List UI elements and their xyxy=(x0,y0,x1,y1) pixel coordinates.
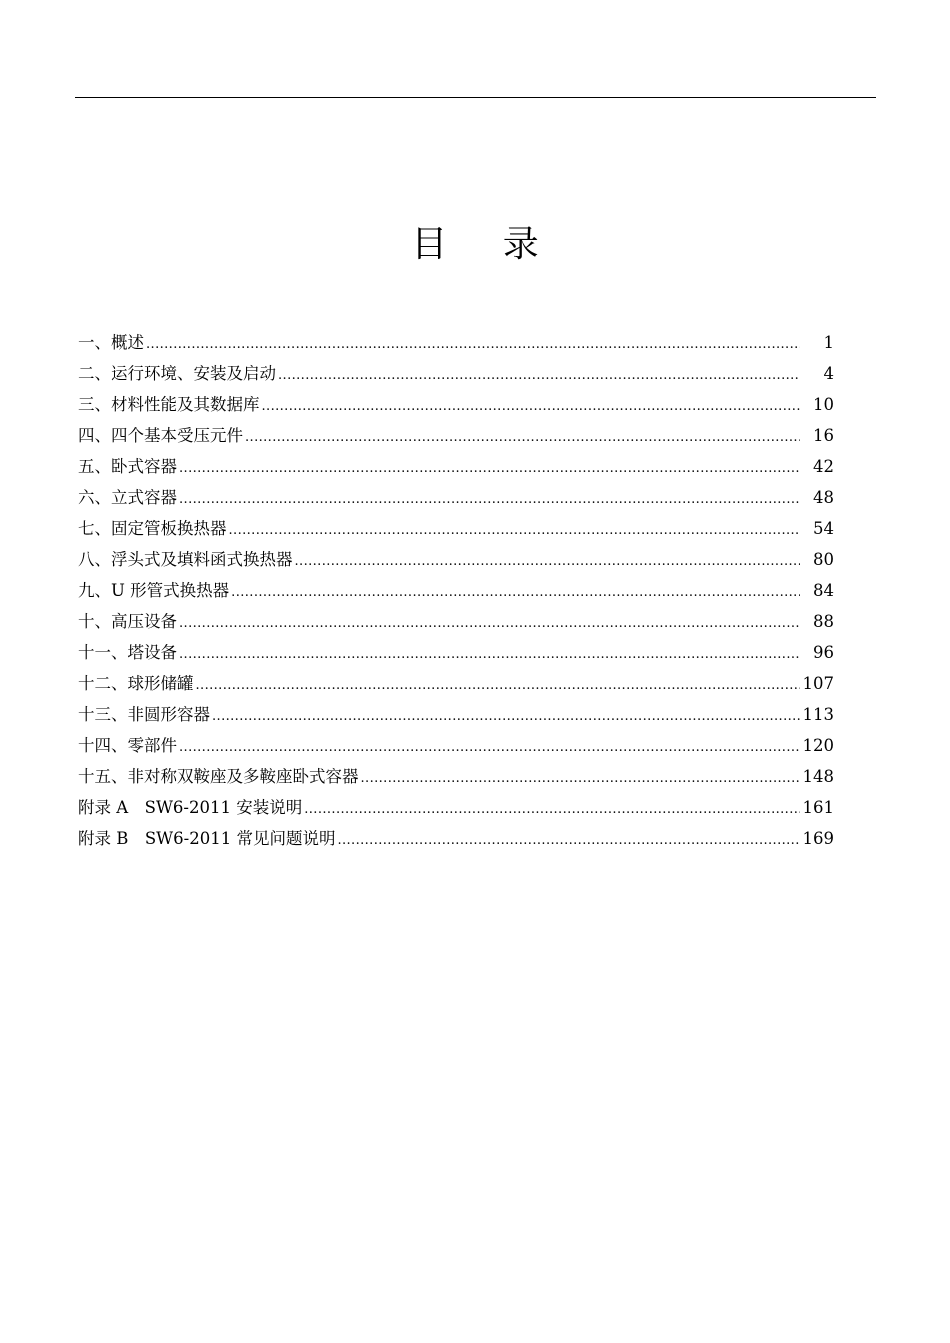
toc-entry-label: 十二、球形储罐 xyxy=(78,674,194,693)
toc-entry-label: 十一、塔设备 xyxy=(78,643,177,662)
toc-entry[interactable] xyxy=(78,392,834,423)
toc-entry-page: 148 xyxy=(802,767,834,786)
toc-entry[interactable] xyxy=(78,640,834,671)
toc-entry[interactable] xyxy=(78,578,834,609)
toc-dot-leader xyxy=(262,394,801,420)
toc-dot-leader xyxy=(245,425,800,451)
table-of-contents xyxy=(78,330,834,857)
toc-entry[interactable] xyxy=(78,454,834,485)
toc-entry[interactable] xyxy=(78,764,834,795)
toc-entry[interactable] xyxy=(78,485,834,516)
toc-entry-page: 4 xyxy=(823,364,834,383)
toc-entry-label: 二、运行环境、安装及启动 xyxy=(78,364,276,383)
toc-entry[interactable] xyxy=(78,516,834,547)
toc-entry-label: 十、高压设备 xyxy=(78,612,177,631)
toc-entry-page: 16 xyxy=(813,426,834,445)
toc-dot-leader xyxy=(179,735,800,761)
toc-entry-label: 八、浮头式及填料函式换热器 xyxy=(78,550,293,569)
toc-dot-leader xyxy=(337,828,800,854)
toc-entry-label: 三、材料性能及其数据库 xyxy=(78,395,260,414)
toc-dot-leader xyxy=(295,549,801,575)
toc-entry-label: 十四、零部件 xyxy=(78,736,177,755)
toc-dot-leader xyxy=(229,518,801,544)
toc-dot-leader xyxy=(179,642,800,668)
toc-entry-label: 十三、非圆形容器 xyxy=(78,705,210,724)
toc-entry[interactable] xyxy=(78,826,834,857)
toc-entry-page: 107 xyxy=(802,674,834,693)
toc-dot-leader xyxy=(196,673,801,699)
toc-entry[interactable] xyxy=(78,671,834,702)
toc-entry-page: 48 xyxy=(813,488,834,507)
toc-entry-page: 10 xyxy=(813,395,834,414)
toc-entry-page: 80 xyxy=(813,550,834,569)
toc-entry[interactable] xyxy=(78,733,834,764)
toc-entry[interactable] xyxy=(78,361,834,392)
toc-entry-page: 96 xyxy=(813,643,834,662)
toc-entry-label: 七、固定管板换热器 xyxy=(78,519,227,538)
toc-entry-page: 120 xyxy=(802,736,834,755)
toc-entry[interactable] xyxy=(78,609,834,640)
toc-entry[interactable] xyxy=(78,547,834,578)
toc-entry-page: 84 xyxy=(813,581,834,600)
toc-entry-label: 六、立式容器 xyxy=(78,488,177,507)
toc-entry-page: 88 xyxy=(813,612,834,631)
toc-entry-label: 一、概述 xyxy=(78,333,144,352)
toc-entry-label: 附录 A SW6-2011 安装说明 xyxy=(78,798,303,817)
toc-entry[interactable] xyxy=(78,330,834,361)
toc-entry-label: 附录 B SW6-2011 常见问题说明 xyxy=(78,829,336,848)
toc-dot-leader xyxy=(304,797,800,823)
toc-dot-leader xyxy=(361,766,801,792)
toc-dot-leader xyxy=(179,611,800,637)
toc-entry-page: 1 xyxy=(823,333,834,352)
toc-entry[interactable] xyxy=(78,423,834,454)
toc-dot-leader xyxy=(212,704,800,730)
toc-entry-page: 42 xyxy=(813,457,834,476)
toc-entry[interactable] xyxy=(78,795,834,826)
toc-entry-label: 四、四个基本受压元件 xyxy=(78,426,243,445)
toc-entry-label: 九、U 形管式换热器 xyxy=(78,581,230,600)
toc-dot-leader xyxy=(231,580,800,606)
toc-dot-leader xyxy=(179,487,800,513)
toc-entry-page: 54 xyxy=(813,519,834,538)
header-rule xyxy=(75,97,876,98)
toc-entry[interactable] xyxy=(78,702,834,733)
page-title: 目 录 xyxy=(411,224,561,265)
toc-entry-page: 161 xyxy=(802,798,834,817)
toc-entry-page: 113 xyxy=(802,705,834,724)
toc-entry-label: 五、卧式容器 xyxy=(78,457,177,476)
toc-dot-leader xyxy=(146,332,800,358)
toc-entry-page: 169 xyxy=(802,829,834,848)
toc-dot-leader xyxy=(179,456,800,482)
toc-entry-label: 十五、非对称双鞍座及多鞍座卧式容器 xyxy=(78,767,359,786)
toc-dot-leader xyxy=(278,363,800,389)
